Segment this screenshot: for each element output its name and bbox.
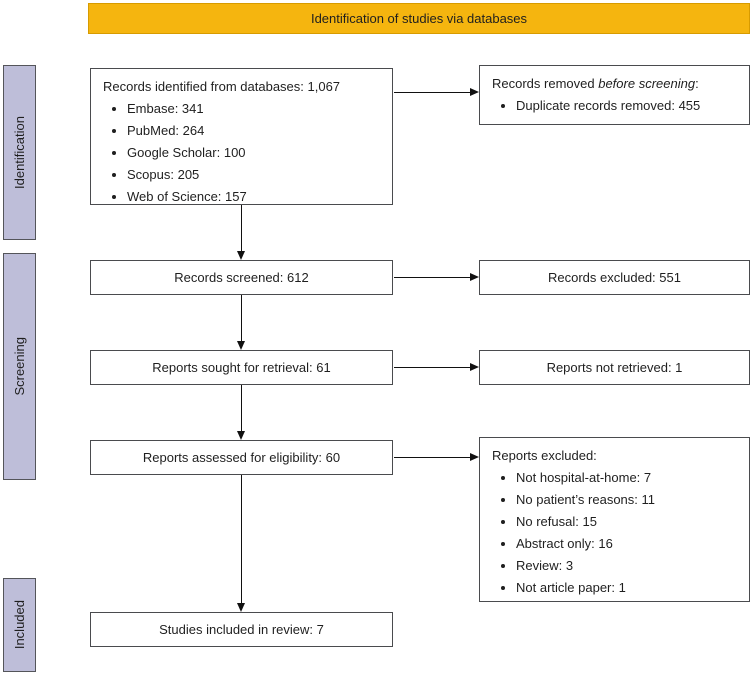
phase-label-screening-text: Screening xyxy=(11,337,27,396)
header-banner xyxy=(88,3,750,34)
box-records-identified-list xyxy=(103,98,380,208)
arrow-head-down-icon xyxy=(237,431,245,440)
arrow-line xyxy=(241,205,242,252)
box-studies-included xyxy=(90,612,393,647)
arrow-line xyxy=(241,385,242,432)
list-item: • Google Scholar: 100 xyxy=(127,142,380,164)
header-title: Identification of studies via databases xyxy=(310,10,528,26)
arrow-line xyxy=(394,277,471,278)
box-reports-assessed xyxy=(90,440,393,475)
arrow-line xyxy=(394,457,471,458)
box-reports-assessed-label: Reports assessed for eligibility: 60 xyxy=(142,449,341,465)
arrow-line xyxy=(394,92,471,93)
arrow-line xyxy=(241,475,242,604)
box-studies-included-label: Studies included in review: 7 xyxy=(159,621,324,637)
phase-label-included-text: Included xyxy=(11,600,27,650)
list-item: • Review: 3 xyxy=(516,555,737,577)
arrow-down-sought-to-assessed xyxy=(237,385,246,440)
list-item: • Web of Science: 157 xyxy=(127,186,380,208)
box-records-removed-title xyxy=(492,73,737,95)
box-reports-not-retrieved xyxy=(479,350,750,385)
list-item: • Not article paper: 1 xyxy=(516,577,737,599)
box-reports-sought xyxy=(90,350,393,385)
box-records-removed xyxy=(479,65,750,125)
list-item: • Not hospital-at-home: 7 xyxy=(516,467,737,489)
arrow-right-screened-to-excluded xyxy=(394,273,479,282)
box-reports-sought-label: Reports sought for retrieval: 61 xyxy=(152,359,331,375)
list-item: • No refusal: 15 xyxy=(516,511,737,533)
arrow-head-right-icon xyxy=(470,453,479,461)
phase-label-included xyxy=(3,578,36,672)
list-item: • No patient’s reasons: 11 xyxy=(516,489,737,511)
title-prefix: Records removed xyxy=(492,76,599,91)
box-records-screened xyxy=(90,260,393,295)
list-item: • Embase: 341 xyxy=(127,98,380,120)
box-records-removed-list xyxy=(492,95,737,117)
arrow-line xyxy=(241,295,242,342)
phase-label-identification-text: Identification xyxy=(11,116,27,189)
arrow-down-assessed-to-included xyxy=(237,475,246,612)
arrow-right-sought-to-not-retrieved xyxy=(394,363,479,372)
title-suffix: : xyxy=(695,76,699,91)
box-records-screened-label: Records screened: 612 xyxy=(174,269,309,285)
arrow-right-identified-to-removed xyxy=(394,88,479,97)
box-records-identified xyxy=(90,68,393,205)
list-item: • PubMed: 264 xyxy=(127,120,380,142)
list-item: • Scopus: 205 xyxy=(127,164,380,186)
arrow-head-right-icon xyxy=(470,273,479,281)
box-reports-excluded-title: Reports excluded: xyxy=(492,448,597,463)
box-records-excluded xyxy=(479,260,750,295)
arrow-head-down-icon xyxy=(237,341,245,350)
box-records-excluded-label: Records excluded: 551 xyxy=(548,269,681,285)
box-reports-excluded xyxy=(479,437,750,602)
box-reports-not-retrieved-label: Reports not retrieved: 1 xyxy=(546,359,683,375)
arrow-head-right-icon xyxy=(470,363,479,371)
list-item: • Abstract only: 16 xyxy=(516,533,737,555)
box-records-identified-title: Records identified from databases: 1,067 xyxy=(103,79,341,94)
arrow-head-down-icon xyxy=(237,251,245,260)
arrow-head-down-icon xyxy=(237,603,245,612)
arrow-down-identified-to-screened xyxy=(237,205,246,260)
arrow-line xyxy=(394,367,471,368)
arrow-right-assessed-to-reports-excluded xyxy=(394,453,479,462)
phase-label-screening xyxy=(3,253,36,480)
title-italic: before screening xyxy=(598,76,696,91)
list-item: • Duplicate records removed: 455 xyxy=(516,95,737,117)
arrow-head-right-icon xyxy=(470,88,479,96)
phase-label-identification xyxy=(3,65,36,240)
arrow-down-screened-to-sought xyxy=(237,295,246,350)
box-reports-excluded-list xyxy=(492,467,737,599)
